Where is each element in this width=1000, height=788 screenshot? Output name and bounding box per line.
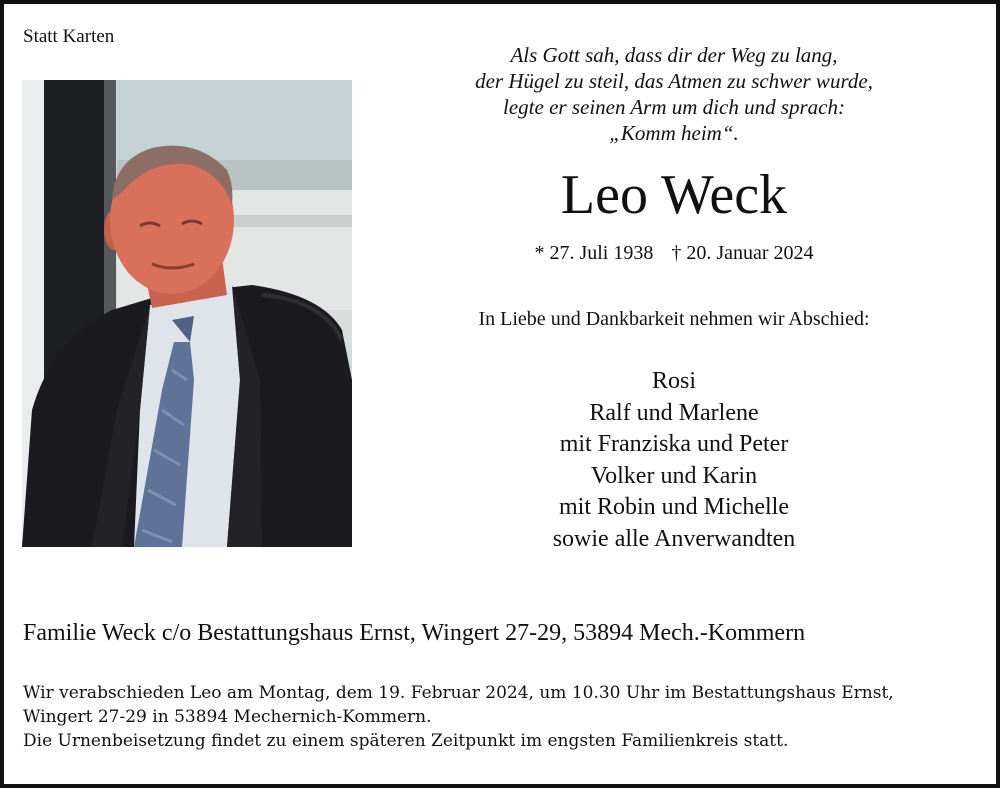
mourner-line: Volker und Karin: [590, 462, 758, 489]
statt-karten-label: Statt Karten: [23, 26, 115, 47]
family-address: Familie Weck c/o Bestattungshaus Ernst, Wingert 27-29, 53894 Mech.-Kommern: [23, 620, 806, 646]
mourner-line: mit Franziska und Peter: [559, 431, 789, 458]
farewell-line: In Liebe und Dankbarkeit nehmen wir Abschied:: [478, 308, 870, 330]
poem-line: legte er seinen Arm um dich und sprach:: [503, 95, 845, 119]
poem-line: der Hügel zu steil, das Atmen zu schwer wurde,: [475, 69, 873, 93]
notice-line: Wir verabschieden Leo am Montag, dem 19. Februar 2024, um 10.30 Uhr im Bestattungshaus Ernst,: [23, 683, 894, 703]
portrait-photo: [22, 80, 352, 547]
life-dates: [384, 240, 964, 266]
death-date: † 20. Januar 2024: [671, 242, 814, 264]
poem-line: „Komm heim“.: [609, 121, 739, 145]
poem: [384, 42, 964, 146]
service-notice: [23, 681, 894, 753]
mourner-line: sowie alle Anverwandten: [552, 525, 796, 552]
mourner-line: Rosi: [651, 368, 696, 394]
mourner-line: mit Robin und Michelle: [559, 494, 789, 521]
notice-line: Die Urnenbeisetzung findet zu einem späteren Zeitpunkt im engsten Familienkreis statt.: [23, 731, 789, 751]
birth-date: * 27. Juli 1938: [534, 242, 654, 264]
mourner-line: Ralf und Marlene: [589, 399, 759, 426]
deceased-name: Leo Weck: [560, 164, 788, 226]
notice-line: Wingert 27-29 in 53894 Mechernich-Kommern.: [23, 707, 432, 727]
mourners-list: [384, 366, 964, 556]
poem-line: Als Gott sah, dass dir der Weg zu lang,: [510, 43, 838, 67]
